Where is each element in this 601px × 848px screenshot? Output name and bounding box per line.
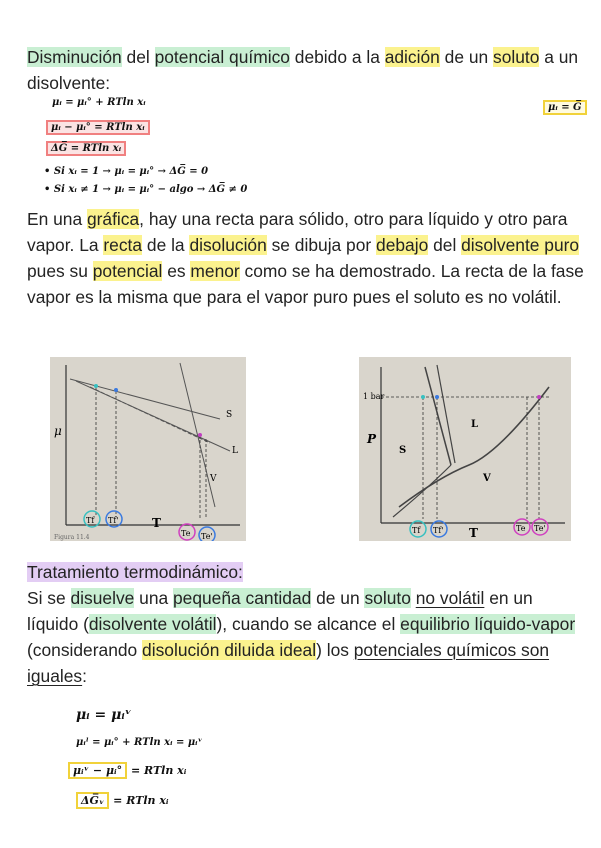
te-label: Te [516, 524, 526, 533]
hl-text: potencial químico [154, 47, 290, 67]
text: debido a la [289, 47, 385, 67]
hl-text: potencial [92, 261, 163, 281]
hl-text: adición [384, 47, 440, 67]
hl-text: disolución [189, 235, 267, 255]
underlined-text: no volátil [415, 588, 485, 608]
liquid-region-label: L [471, 419, 479, 430]
tf-label: Tf [412, 526, 421, 535]
hl-text: recta [103, 235, 143, 255]
thermo-paragraph [27, 585, 587, 689]
hl-text: disuelve [70, 588, 135, 608]
solid-label: S [226, 410, 233, 420]
boxed-difference: μᵢᵛ − μᵢ° [68, 762, 127, 779]
vapor-label: V [210, 474, 217, 484]
text: de la [142, 235, 190, 255]
text: una [134, 588, 173, 608]
fusion-line [425, 367, 451, 465]
text: del [428, 235, 462, 255]
text: de un [439, 47, 494, 67]
tf-point [421, 395, 425, 399]
text: es [162, 261, 191, 281]
equation-case-one: • Si xᵢ = 1 → μᵢ = μᵢ° → ΔG̅ = 0 [44, 166, 209, 177]
side-note-equation: μᵢ = G̅ [543, 100, 587, 115]
te-label: Te [181, 529, 191, 538]
text: del [121, 47, 155, 67]
tf-point [94, 384, 98, 388]
hl-text: pequeña cantidad [173, 588, 312, 608]
text: en un líquido ( [27, 588, 533, 634]
hl-text: soluto [364, 588, 411, 608]
tf-prime-label: Tf' [433, 526, 444, 535]
intro-paragraph [27, 44, 587, 96]
equilibrium-equation: μᵢ = μᵢᵛ [76, 707, 132, 723]
x-axis-label: T [469, 526, 478, 540]
chemical-potential-figure [50, 357, 246, 541]
phase-diagram-figure [359, 357, 571, 541]
figure-caption: Figura 11.4 [54, 534, 90, 541]
text: ) los [316, 640, 354, 660]
hl-text: Disminución [27, 47, 122, 67]
y-axis-label: P [367, 432, 377, 446]
text: , hay una recta para sólido, otro para líquido y otro para vapor. La [27, 209, 568, 255]
liquid-label: L [232, 446, 238, 456]
hl-text: equilibrio líquido-vapor [400, 614, 576, 634]
tf-prime-label: Tf' [108, 516, 119, 525]
solution-line [90, 387, 210, 443]
vaporization-curve [399, 387, 549, 507]
text: ), cuando se alcance el [216, 614, 401, 634]
hl-text: disolución diluida ideal [142, 640, 317, 660]
solid-region-label: S [399, 445, 407, 456]
text: En una [27, 209, 87, 229]
te-prime-point [537, 395, 541, 399]
text: a un disolvente: [27, 47, 579, 93]
liquid-potential-equation: μᵢˡ = μᵢ° + RTln xᵢ = μᵢᵛ [76, 737, 203, 748]
delta-g-equation [76, 794, 169, 807]
text: (considerando [27, 640, 143, 660]
hl-text: disolvente puro [461, 235, 580, 255]
pressure-label: 1 bar [363, 392, 385, 401]
te-prime-label: Te' [201, 532, 213, 541]
thermo-treatment-section [27, 559, 587, 689]
section-title: Tratamiento termodinámico: [27, 562, 243, 582]
equation-boxed-delta-g: ΔG̅ = RTln xᵢ [46, 141, 126, 156]
te-point [198, 433, 202, 437]
graph-explanation-paragraph [27, 206, 587, 310]
hl-text: disolvente volátil [88, 614, 217, 634]
difference-equation [68, 764, 186, 777]
equation-rhs: = RTln xᵢ [109, 794, 169, 807]
text: pues su [27, 261, 93, 281]
vapor-region-label: V [483, 473, 491, 484]
equation-rhs: = RTln xᵢ [127, 764, 187, 777]
text: : [82, 666, 87, 686]
vapor-line [180, 363, 215, 507]
tf-prime-point [114, 388, 118, 392]
phase-diagram-svg [359, 357, 571, 541]
te-prime-label: Te' [534, 524, 546, 533]
y-axis-label: μ [54, 424, 62, 438]
equation-boxed-difference: μᵢ − μᵢ° = RTln xᵢ [46, 120, 150, 135]
underlined-text: potenciales químicos son iguales [27, 640, 550, 686]
equation-case-two: • Si xᵢ ≠ 1 → μᵢ = μᵢ° − algo → ΔG̅ ≠ 0 [44, 184, 248, 195]
text: de un [311, 588, 365, 608]
boxed-delta-g: ΔG̅ᵥ [76, 792, 109, 809]
text: como se ha demostrado. La recta de la fase vapor es la misma que para el vapor puro pues el soluto es no volátil. [27, 261, 584, 307]
text: se dibuja por [266, 235, 377, 255]
chemical-potential-svg [50, 357, 246, 541]
text: Si se [27, 588, 71, 608]
tf-label: Tf [86, 516, 95, 525]
hl-text: soluto [493, 47, 540, 67]
x-axis-label: T [152, 516, 161, 530]
hl-text: gráfica [86, 209, 140, 229]
tf-prime-point [435, 395, 439, 399]
hl-text: menor [190, 261, 240, 281]
equation-chemical-potential: μᵢ = μᵢ° + RTln xᵢ [52, 97, 146, 108]
hl-text: debajo [376, 235, 429, 255]
